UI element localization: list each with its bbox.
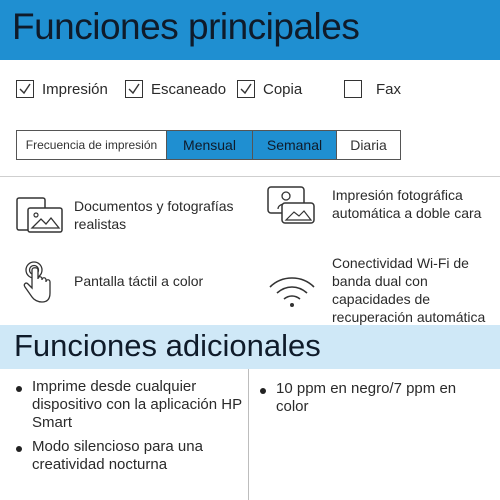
feature-duplex-text: Impresión fotográfica automática a doble cara (332, 187, 482, 221)
frequency-option-diaria[interactable]: Diaria (350, 137, 387, 153)
feature-duplex (266, 181, 496, 227)
section-title: Funciones adicionales (14, 328, 321, 363)
checkbox-escaneado[interactable] (125, 76, 226, 102)
checkbox-label: Impresión (42, 80, 108, 98)
frequency-option-mensual[interactable]: Mensual (167, 131, 253, 159)
bullet-icon (16, 386, 22, 392)
checkbox-copia[interactable] (237, 76, 302, 102)
feature-wifi (266, 254, 498, 326)
list-item (16, 378, 244, 432)
bullet-icon (260, 388, 266, 394)
page-title: Funciones principales (12, 6, 360, 47)
print-frequency-selector (16, 130, 401, 160)
checkbox-unchecked-icon (344, 80, 362, 98)
checkbox-checked-icon (237, 80, 255, 98)
main-features-header (0, 0, 500, 60)
bullet-icon (16, 446, 22, 452)
feature-wifi-text: Conectividad Wi-Fi de banda dual con capacidades de recuperación automática (332, 255, 486, 325)
list-item-text: Imprime desde cualquier dispositivo con la aplicación HP Smart (32, 378, 242, 431)
checkbox-checked-icon (125, 80, 143, 98)
checkbox-fax[interactable] (344, 76, 401, 102)
checkbox-label: Copia (263, 80, 303, 98)
list-item (16, 438, 244, 474)
list-item-text: 10 ppm en negro/7 ppm en color (276, 380, 457, 415)
feature-touch-text: Pantalla táctil a color (74, 273, 204, 289)
feature-touch (14, 258, 244, 304)
function-checkboxes (16, 76, 486, 102)
list-item-text: Modo silencioso para una creatividad nocturna (32, 438, 203, 473)
section-divider (0, 176, 500, 177)
checkbox-checked-icon (16, 80, 34, 98)
duplex-photo-icon (266, 181, 318, 227)
frequency-label: Frecuencia de impresión (17, 131, 167, 159)
wifi-icon (266, 267, 318, 313)
additional-features-header (0, 325, 500, 369)
checkbox-label: Fax (376, 80, 402, 98)
photo-documents-icon (14, 192, 66, 238)
feature-photos (14, 192, 234, 238)
frequency-option-semanal[interactable]: Semanal (253, 131, 337, 159)
touch-screen-icon (14, 258, 66, 304)
checkbox-label: Escaneado (151, 80, 227, 98)
checkbox-impresion[interactable] (16, 76, 108, 102)
feature-photos-text: Documentos y fotografías realistas (74, 198, 234, 232)
list-item (260, 380, 460, 416)
column-divider (248, 369, 249, 500)
